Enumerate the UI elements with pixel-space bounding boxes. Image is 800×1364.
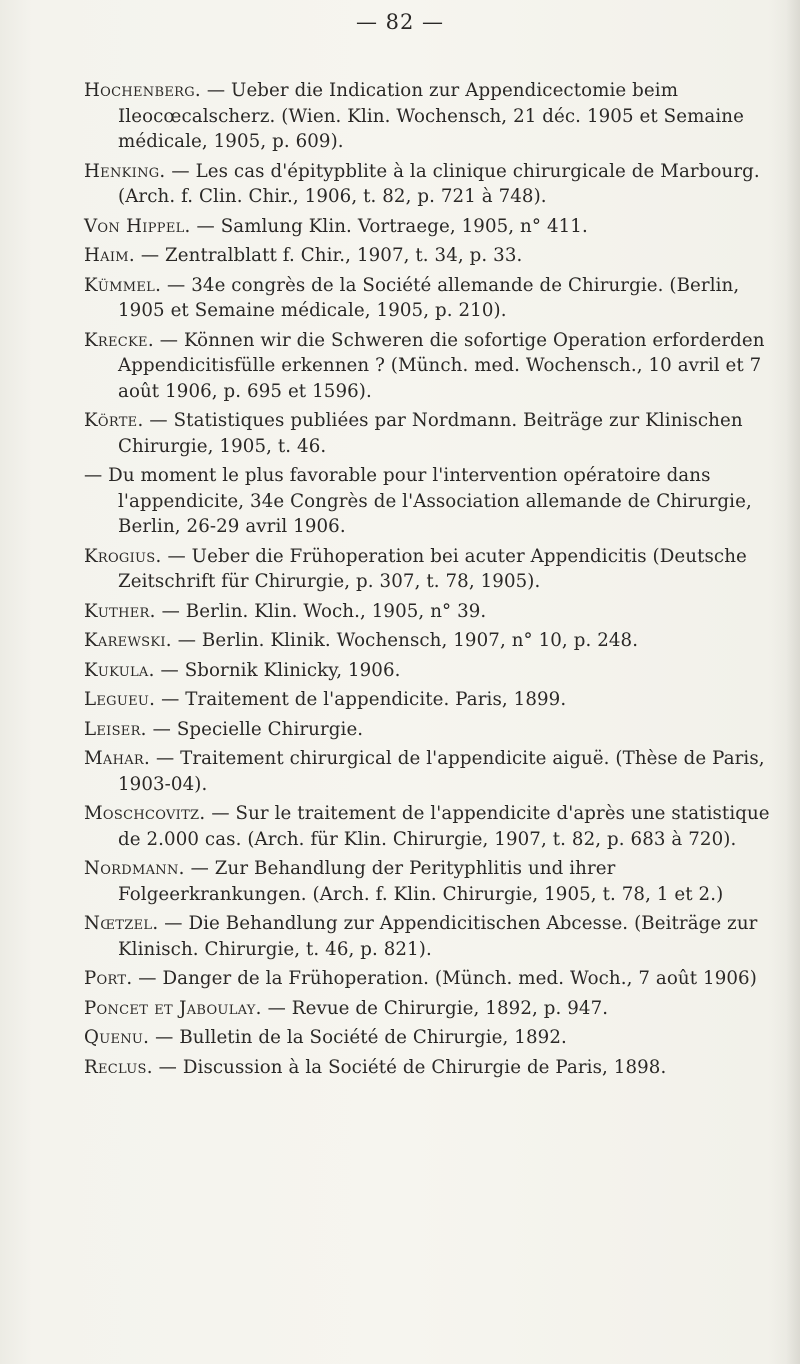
entry-author: Körte. <box>84 410 144 431</box>
bibliography-entry <box>84 746 774 797</box>
entry-text: — Danger de la Frühoperation. (Münch. med. Woch., 7 août 1906) <box>132 968 757 989</box>
bibliography-entry <box>84 599 774 625</box>
entry-text: — Les cas d'épitypblite à la clinique chirurgicale de Marbourg. (Arch. f. Clin. Chir., 1906, t. 82, p. 721 à 748). <box>118 160 760 207</box>
entry-text: — Du moment le plus favorable pour l'intervention opératoire dans l'appendicite, 34e Congrès de l'Association allemande de Chirurgie, Berlin, 26-29 avril 1906. <box>84 465 752 537</box>
entry-author: Legueu. <box>84 689 156 710</box>
bibliography-entry <box>84 1055 774 1081</box>
bibliography-entry <box>84 544 774 595</box>
entry-author: Von Hippel. <box>84 215 191 237</box>
entry-text: — Ueber die Indication zur Appendicectomie beim Ileocœcalscherz. (Wien. Klin. Wochensch, 21 déc. 1905 et Semaine médicale, 1905, p. 609). <box>118 80 744 152</box>
entry-author: Kuther. <box>84 600 156 622</box>
bibliography-entry <box>84 966 774 992</box>
page-number: — 82 — <box>355 10 445 34</box>
entry-text: — Sbornik Klinicky, 1906. <box>154 659 401 681</box>
entry-text: — Samlung Klin. Vortraege, 1905, n° 411. <box>190 215 588 237</box>
entry-text: — Specielle Chirurgie. <box>146 718 364 740</box>
entry-author: Nœtzel. <box>84 913 159 934</box>
entry-author: Leiser. <box>84 718 147 740</box>
entry-author: Poncet et Jaboulay. <box>84 997 262 1019</box>
bibliography-entry <box>84 408 774 459</box>
entry-text: — 34e congrès de la Société allemande de Chirurgie. (Berlin, 1905 et Semaine médicale, 1905, p. 210). <box>118 274 740 321</box>
bibliography-entry <box>84 273 774 324</box>
bibliography-entry <box>84 996 774 1022</box>
bibliography-entry <box>84 856 774 907</box>
entry-author: Nordmann. <box>84 858 185 879</box>
bibliography-entry <box>84 658 774 684</box>
entry-text: — Berlin. Klinik. Wochensch, 1907, n° 10, p. 248. <box>171 630 639 651</box>
entry-text: — Die Behandlung zur Appendicitischen Abcesse. (Beiträge zur Klinisch. Chirurgie, t. 46, p. 821). <box>118 913 758 960</box>
bibliography-entry <box>84 159 774 210</box>
bibliography-entry <box>84 801 774 852</box>
entry-text: — Revue de Chirurgie, 1892, p. 947. <box>261 997 609 1019</box>
bibliography-list <box>84 78 774 1084</box>
entry-author: Krecke. <box>84 329 154 351</box>
entry-text: — Bulletin de la Société de Chirurgie, 1892. <box>149 1027 567 1048</box>
entry-text: — Traitement chirurgical de l'appendicite aiguë. (Thèse de Paris, 1903-04). <box>118 748 765 795</box>
page-edge-shadow <box>786 0 800 1364</box>
entry-author: Kukula. <box>84 659 155 681</box>
entry-text: — Berlin. Klin. Woch., 1905, n° 39. <box>155 600 487 622</box>
entry-text: — Zur Behandlung der Perityphlitis und ihrer Folgeerkrankungen. (Arch. f. Klin. Chirurgie, 1905, t. 78, 1 et 2.) <box>118 858 724 905</box>
bibliography-entry <box>84 463 774 540</box>
entry-text: — Sur le traitement de l'appendicite d'après une statistique de 2.000 cas. (Arch. für Klin. Chirurgie, 1907, t. 82, p. 683 à 720). <box>118 803 770 850</box>
entry-author: Port. <box>84 968 133 989</box>
entry-text: — Statistiques publiées par Nordmann. Beiträge zur Klinischen Chirurgie, 1905, t. 46. <box>118 410 743 457</box>
entry-text: — Discussion à la Société de Chirurgie de Paris, 1898. <box>152 1056 667 1078</box>
bibliography-entry <box>84 1025 774 1051</box>
entry-text: — Zentralblatt f. Chir., 1907, t. 34, p. 33. <box>134 245 523 266</box>
bibliography-entry <box>84 911 774 962</box>
entry-author: Reclus. <box>84 1056 153 1078</box>
bibliography-entry <box>84 78 774 155</box>
bibliography-entry <box>84 328 774 405</box>
entry-text: — Traitement de l'appendicite. Paris, 1899. <box>155 689 567 710</box>
entry-author: Moschcovitz. <box>84 803 206 824</box>
bibliography-entry <box>84 214 774 240</box>
bibliography-entry <box>84 243 774 269</box>
bibliography-entry <box>84 717 774 743</box>
entry-author: Quenu. <box>84 1027 150 1048</box>
entry-text: — Können wir die Schweren die sofortige Operation erforderden Appendicitisfülle erkennen ? (Münch. med. Wochensch., 10 avril et 7 août 1906, p. 695 et 1596). <box>118 329 765 402</box>
entry-author: Mahar. <box>84 748 151 769</box>
entry-author: Krogius. <box>84 545 162 567</box>
entry-author: Kümmel. <box>84 274 162 296</box>
entry-author: Henking. <box>84 160 166 182</box>
entry-author: Karewski. <box>84 630 172 651</box>
entry-author: Haim. <box>84 245 135 266</box>
bibliography-entry <box>84 687 774 713</box>
bibliography-entry <box>84 628 774 654</box>
entry-author: Hochenberg. <box>84 80 201 101</box>
entry-text: — Ueber die Frühoperation bei acuter Appendicitis (Deutsche Zeitschrift für Chirurgie, p. 307, t. 78, 1905). <box>118 545 747 592</box>
